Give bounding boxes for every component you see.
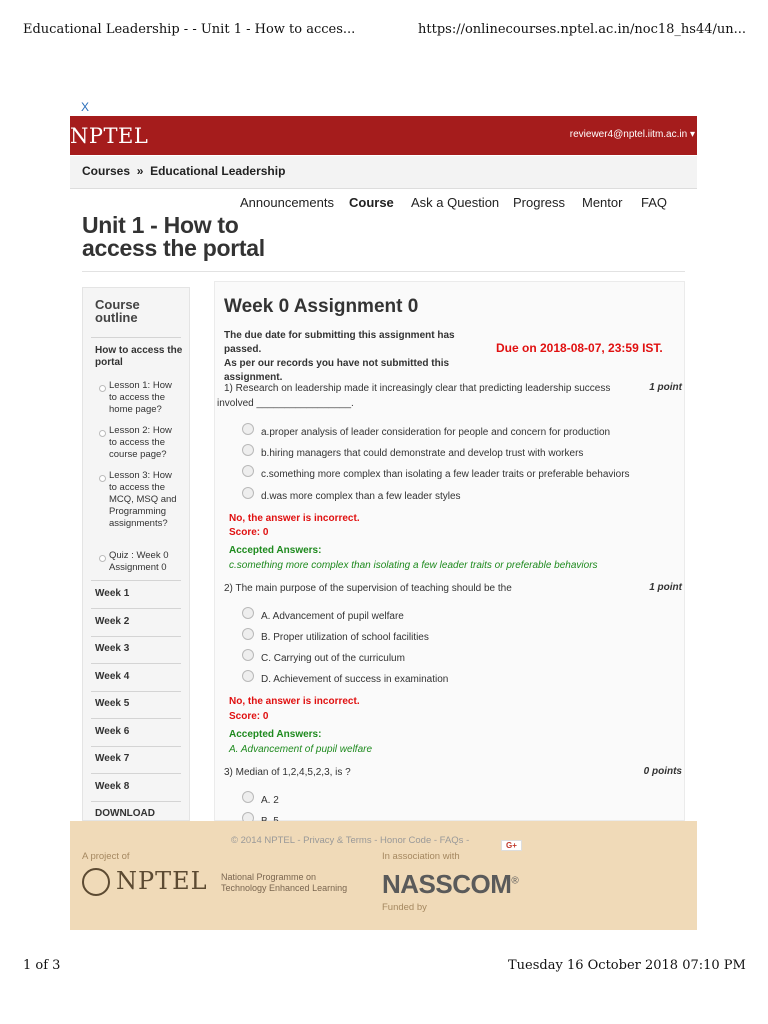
submission-note-line-1: The due date for submitting this assignment has passed. <box>224 330 455 355</box>
chevron-down-icon: ▾ <box>689 129 695 140</box>
user-email: reviewer4@nptel.iitm.ac.in <box>569 129 688 140</box>
q2-option-d-radio[interactable] <box>242 670 254 682</box>
page-title-line-2: access the portal <box>82 235 265 261</box>
sidebar-lesson-2[interactable]: Lesson 2: How to access the course page? <box>109 425 172 460</box>
q1-incorrect-msg: No, the answer is incorrect. <box>229 513 360 524</box>
submission-note-line-2: As per our records you have not submitted this assignment. <box>224 358 450 383</box>
assignment-panel <box>214 281 685 821</box>
print-header-url: https://onlinecourses.nptel.ac.in/noc18_hs44/un... <box>418 22 747 37</box>
breadcrumb-separator: » <box>136 164 144 178</box>
top-bar <box>70 116 697 155</box>
q2-option-a-label[interactable]: A. Advancement of pupil welfare <box>261 611 404 622</box>
page-title <box>82 214 265 260</box>
print-datetime: Tuesday 16 October 2018 07:10 PM <box>508 958 746 973</box>
page-title-line-1: Unit 1 - How to <box>82 212 239 238</box>
nav-announcements[interactable]: Announcements <box>240 195 334 210</box>
sidebar-week-8[interactable]: Week 8 <box>95 781 130 792</box>
question-2-points: 1 point <box>649 582 682 593</box>
user-menu[interactable] <box>570 129 695 140</box>
project-of-label: A project of <box>82 851 130 862</box>
q1-score: Score: 0 <box>229 527 269 538</box>
nav-ask-question[interactable]: Ask a Question <box>411 195 500 210</box>
sidebar-title <box>95 298 140 324</box>
sidebar-divider <box>91 337 181 338</box>
question-3-points: 0 points <box>643 766 682 777</box>
q1-option-d-label[interactable]: d.was more complex than a few leader styles <box>261 491 461 502</box>
q1-option-b-radio[interactable] <box>242 444 254 456</box>
due-date: Due on 2018-08-07, 23:59 IST. <box>496 341 663 355</box>
footer-links[interactable]: © 2014 NPTEL - Privacy & Terms - Honor Code - FAQs - <box>231 835 470 846</box>
nav-course[interactable]: Course <box>349 195 394 210</box>
question-1-points: 1 point <box>649 382 682 393</box>
nasscom-logo[interactable] <box>382 869 518 900</box>
question-2-text: 2) The main purpose of the supervision of teaching should be the <box>224 583 512 594</box>
association-label: In association with <box>382 851 460 862</box>
lesson-circle-icon <box>99 385 106 392</box>
sidebar-divider <box>91 580 181 581</box>
nptel-tagline-line-1: National Programme on <box>221 872 317 882</box>
q2-option-a-radio[interactable] <box>242 607 254 619</box>
q2-accepted-label: Accepted Answers: <box>229 729 322 740</box>
sidebar-week-3[interactable]: Week 3 <box>95 643 130 654</box>
nav-faq[interactable]: FAQ <box>641 195 668 210</box>
q1-accepted-label: Accepted Answers: <box>229 545 322 556</box>
nav-mentor[interactable]: Mentor <box>582 195 623 210</box>
sidebar-week-7[interactable]: Week 7 <box>95 753 130 764</box>
site-footer <box>70 821 697 930</box>
sidebar-week-4[interactable]: Week 4 <box>95 671 130 682</box>
q1-option-b-label[interactable]: b.hiring managers that could demonstrate and develop trust with workers <box>261 448 584 459</box>
q2-option-c-radio[interactable] <box>242 649 254 661</box>
question-1-text: 1) Research on leadership made it increasingly clear that predicting leadership success involved _________________. <box>217 383 611 409</box>
sidebar-divider <box>91 801 181 802</box>
q3-option-a-label[interactable]: A. 2 <box>261 795 279 806</box>
sidebar-lesson-1[interactable]: Lesson 1: How to access the home page? <box>109 380 172 415</box>
question-3-text: 3) Median of 1,2,4,5,2,3, is ? <box>224 767 351 778</box>
q3-option-a-radio[interactable] <box>242 791 254 803</box>
q2-option-c-label[interactable]: C. Carrying out of the curriculum <box>261 653 405 664</box>
nptel-tagline <box>221 872 347 894</box>
nav-progress[interactable]: Progress <box>513 195 566 210</box>
breadcrumb-courses[interactable]: Courses <box>82 164 131 178</box>
nptel-emblem-icon <box>82 868 110 896</box>
course-outline-sidebar <box>82 287 190 821</box>
lesson-circle-icon <box>99 475 106 482</box>
close-button[interactable]: X <box>81 100 90 114</box>
sidebar-week-1[interactable]: Week 1 <box>95 588 130 599</box>
sidebar-download[interactable]: DOWNLOAD <box>95 808 155 819</box>
sidebar-divider <box>91 691 181 692</box>
sidebar-divider <box>91 718 181 719</box>
sidebar-divider <box>91 773 181 774</box>
q2-option-b-label[interactable]: B. Proper utilization of school facilities <box>261 632 429 643</box>
sidebar-title-line-2: outline <box>95 310 138 325</box>
breadcrumb <box>70 156 697 189</box>
submission-note <box>224 329 474 385</box>
q1-accepted-answer: c.something more complex than isolating a few leader traits or preferable behaviors <box>229 560 598 571</box>
sidebar-week-2[interactable]: Week 2 <box>95 616 130 627</box>
q1-option-c-label[interactable]: c.something more complex than isolating a few leader traits or preferable behaviors <box>261 469 630 480</box>
nasscom-logo-text: NASSCOM <box>382 869 512 899</box>
registered-mark: ® <box>511 875 519 887</box>
google-plus-icon[interactable]: G+ <box>501 840 522 851</box>
footer-nptel-logo[interactable]: NPTEL <box>116 867 208 895</box>
breadcrumb-course[interactable]: Educational Leadership <box>150 164 286 178</box>
sidebar-title-line-1: Course <box>95 297 140 312</box>
q1-option-a-radio[interactable] <box>242 423 254 435</box>
q2-option-d-label[interactable]: D. Achievement of success in examination <box>261 674 449 685</box>
sidebar-week-5[interactable]: Week 5 <box>95 698 130 709</box>
sidebar-week-6[interactable]: Week 6 <box>95 726 130 737</box>
sidebar-divider <box>91 636 181 637</box>
breadcrumb-trail <box>82 164 285 178</box>
nptel-tagline-line-2: Technology Enhanced Learning <box>221 883 348 893</box>
q2-accepted-answer: A. Advancement of pupil welfare <box>229 744 373 755</box>
q2-score: Score: 0 <box>229 711 269 722</box>
q1-option-c-radio[interactable] <box>242 465 254 477</box>
q1-option-d-radio[interactable] <box>242 487 254 499</box>
funded-by-label: Funded by <box>382 902 427 913</box>
q2-option-b-radio[interactable] <box>242 628 254 640</box>
sidebar-divider <box>91 663 181 664</box>
lesson-circle-icon <box>99 555 106 562</box>
assignment-title: Week 0 Assignment 0 <box>224 296 419 317</box>
nptel-logo[interactable]: NPTEL <box>70 124 149 148</box>
sidebar-divider <box>91 608 181 609</box>
sidebar-unit[interactable]: How to access the portal <box>95 345 183 368</box>
sidebar-quiz[interactable]: Quiz : Week 0 Assignment 0 <box>109 550 169 573</box>
print-header-title: Educational Leadership - - Unit 1 - How to acces... <box>23 22 356 37</box>
sidebar-divider <box>91 746 181 747</box>
sidebar-lesson-3[interactable]: Lesson 3: How to access the MCQ, MSQ and Programming assignments? <box>109 470 177 529</box>
q1-option-a-label[interactable]: a.proper analysis of leader consideration for people and concern for production <box>261 427 611 438</box>
lesson-circle-icon <box>99 430 106 437</box>
divider <box>82 271 685 272</box>
print-page-number: 1 of 3 <box>23 958 61 973</box>
q2-incorrect-msg: No, the answer is incorrect. <box>229 696 360 707</box>
